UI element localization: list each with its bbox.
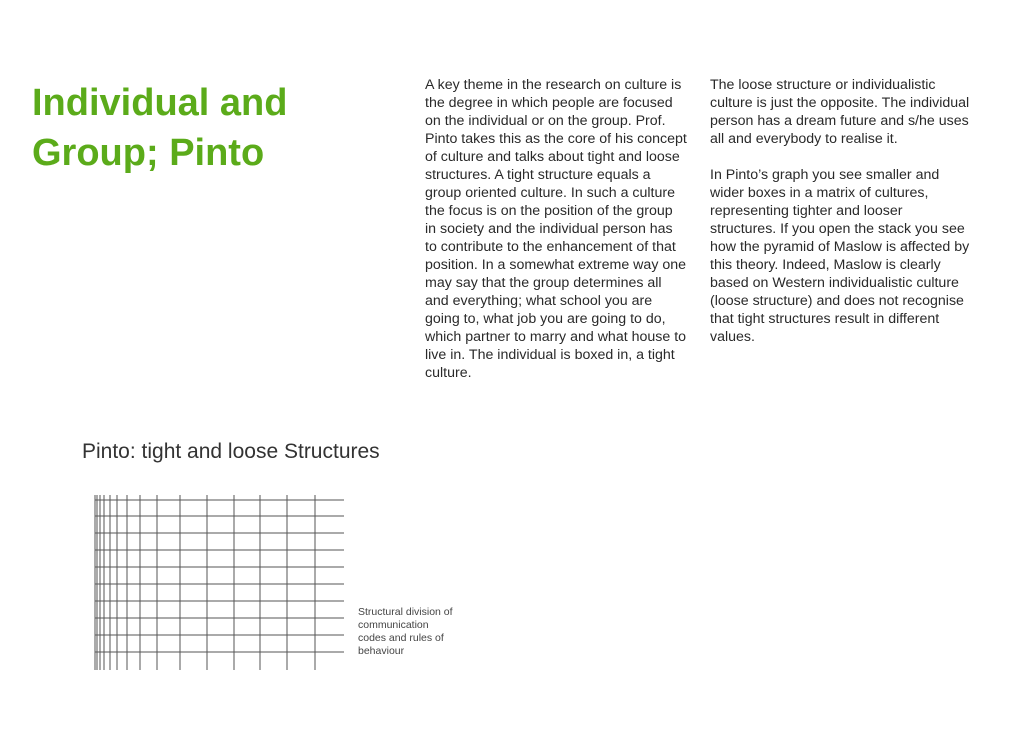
figure-caption: Structural division of communication codes and rules of behaviour <box>358 606 453 657</box>
body-paragraph: The loose structure or individualistic culture is just the opposite. The individual person has a dream future and s/he uses all and everybody to realise it. <box>710 77 970 147</box>
structure-grid-diagram <box>82 490 352 670</box>
text-column-right <box>710 76 972 346</box>
body-paragraph: A key theme in the research on culture is the degree in which people are focused on the individual or on the group. Prof. Pinto takes this as the core of his concept of culture and talks about tight and loose structures. A tight structure equals a group oriented culture. In such a culture the focus is on the position of the group in society and the individual person has to contribute to the enhancement of that position. In a somewhat extreme way one may say that the group determines all and everything; what school you are going to, what job you are going to do, which partner to marry and what house to live in. The individual is boxed in, a tight culture. <box>425 77 687 381</box>
page-title: Individual and Group; Pinto <box>32 82 288 174</box>
grid-lines <box>95 495 344 670</box>
figure-title: Pinto: tight and loose Structures <box>82 440 380 463</box>
pinto-figure <box>82 438 462 678</box>
body-paragraph: In Pinto’s graph you see smaller and wider boxes in a matrix of cultures, representing tighter and looser structures. If you open the stack you see how the pyramid of Maslow is affected by this theory. Indeed, Maslow is clearly based on Western individualistic culture (loose structure) and does not recognise that tight structures result in different values. <box>710 167 970 345</box>
text-column-left <box>425 76 687 382</box>
